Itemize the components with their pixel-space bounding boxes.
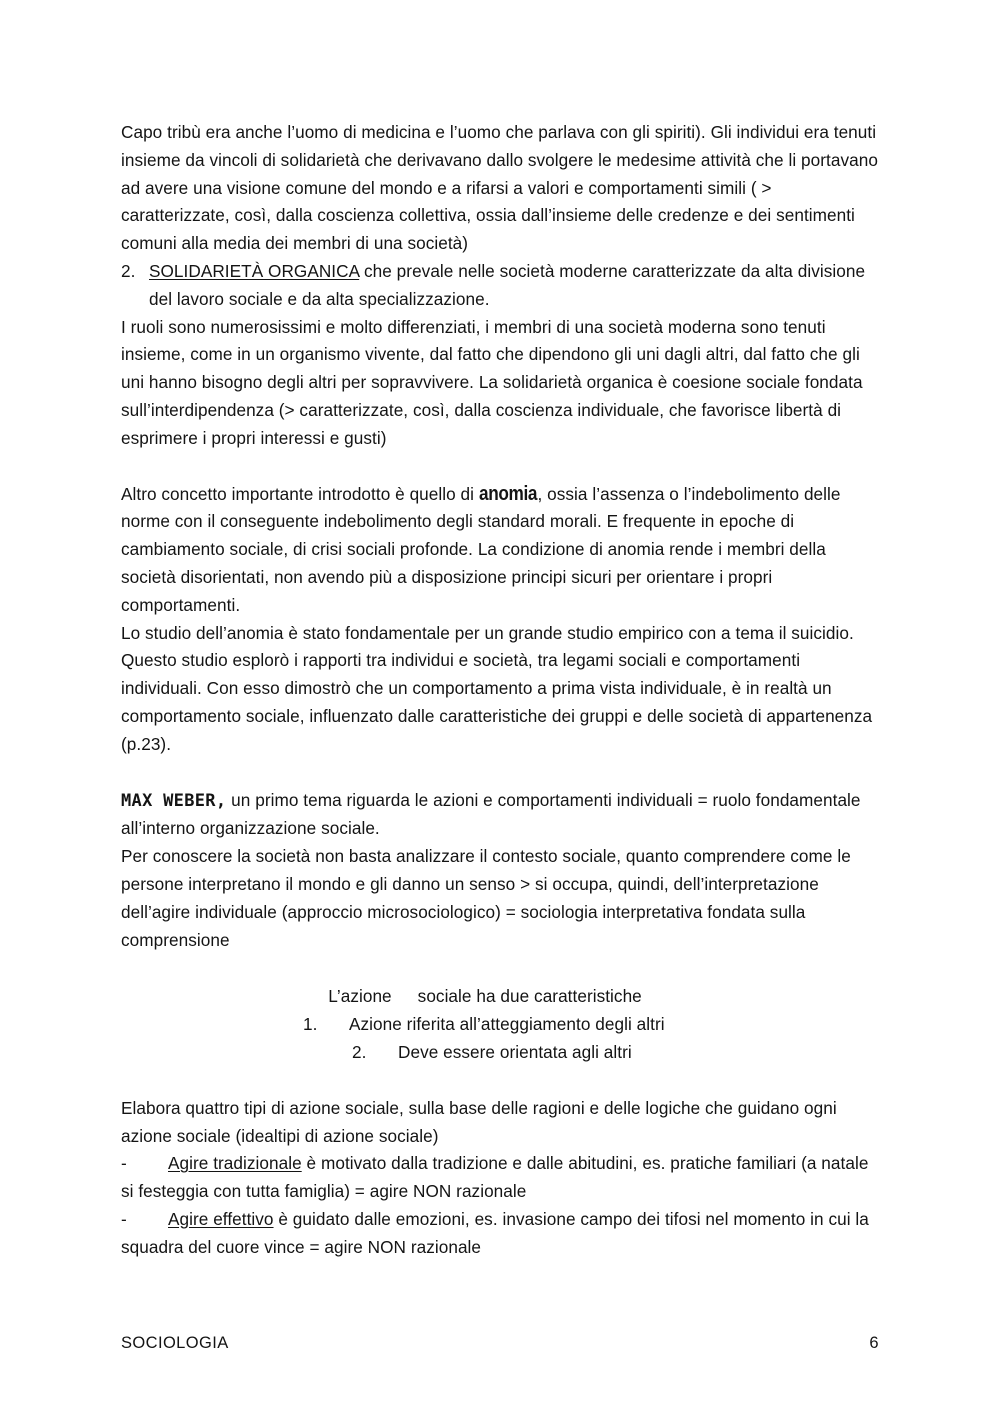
term-agire-tradizionale: Agire tradizionale	[168, 1153, 302, 1174]
azione-title-rest: ha due caratteristiche	[471, 986, 642, 1007]
paragraph-tipi-azione: Elabora quattro tipi di azione sociale, sulla base delle ragioni e delle logiche che guidano ogni azione sociale (idealtipi di azione sociale)	[121, 1097, 837, 1146]
list-item-agire-tradizionale	[121, 1150, 883, 1206]
page-content	[121, 119, 883, 1261]
list-item-text: Deve essere orientata agli altri	[398, 1041, 632, 1062]
list-item-solidarieta-organica	[121, 258, 883, 314]
list-item-text: che prevale nelle società moderne caratterizzate da alta divisione del lavoro sociale e da alta specializzazione.	[149, 260, 866, 309]
paragraph-meccanica-end: Capo tribù era anche l’uomo di medicina e l’uomo che parlava con gli spiriti). Gli individui era tenuti insieme da vincoli di solidarietà che derivavano dallo svolgere le medesime attività che li portavano ad avere una visione comune del mondo e a rifarsi a valori e comportamenti simili ( > caratterizzate, così, dalla coscienza collettiva, ossia dall’insieme delle credenze e dei sentimenti comuni alla media dei membri di una società)	[121, 122, 878, 254]
list-number: 1.	[303, 1014, 318, 1035]
term-solidarieta-organica: SOLIDARIETÀ ORGANICA	[149, 260, 360, 281]
dash-bullet: -	[121, 1153, 127, 1174]
anomia-intro: Altro concetto importante introdotto è quello di	[121, 483, 479, 504]
azione-word: L’azione	[328, 986, 392, 1007]
list-item-text: è guidato dalle emozioni, es. invasione campo dei tifosi nel momento in cui la squadra del cuore vince = agire NON razionale	[121, 1208, 869, 1257]
term-agire-effettivo: Agire effettivo	[168, 1208, 274, 1229]
paragraph-anomia	[121, 481, 883, 620]
paragraph-suicidio: Lo studio dell’anomia è stato fondamentale per un grande studio empirico con a tema il suicidio. Questo studio esplorò i rapporti tra individui e società, tra legami sociali e comportamenti individuali. Con esso dimostrò che un comportamento a prima vista individuale, è in realtà un comportamento sociale, influenzato dalle caratteristiche dei gruppi e delle società di appartenenza (p.23).	[121, 622, 873, 754]
heading-max-weber: MAX WEBER,	[121, 790, 227, 811]
list-number: 2.	[352, 1041, 367, 1062]
paragraph-sociologia-interpretativa: Per conoscere la società non basta analizzare il contesto sociale, quanto comprendere come le persone interpretano il mondo e gli danno un senso > si occupa, quindi, dell’interpretazione dell’agire individuale (approccio microsociologico) = sociologia interpretativa fondata sulla comprensione	[121, 846, 851, 950]
list-number: 2.	[121, 260, 136, 281]
footer-title: SOCIOLOGIA	[121, 1334, 229, 1352]
weber-intro: un primo tema riguarda le azioni e comportamenti individuali = ruolo fondamentale all’interno organizzazione sociale.	[121, 789, 861, 839]
term-anomia: anomia	[478, 482, 538, 505]
page-number: 6	[869, 1334, 879, 1352]
paragraph-max-weber	[121, 787, 883, 844]
list-item-agire-effettivo	[121, 1206, 883, 1262]
list-item-text: Azione riferita all’atteggiamento degli altri	[349, 1014, 665, 1035]
list-item-text: è motivato dalla tradizione e dalle abitudini, es. pratiche familiari (a natale si festeggia con tutta famiglia) = agire NON razionale	[121, 1153, 869, 1202]
azione-item-1	[121, 1011, 883, 1039]
dash-bullet: -	[121, 1208, 127, 1229]
paragraph-ruoli: I ruoli sono numerosissimi e molto differenziati, i membri di una società moderna sono tenuti insieme, come in un organismo vivente, dal fatto che dipendono gli uni dagli altri, dal fatto che gli uni hanno bisogno degli altri per sopravvivere. La solidarietà organica è coesione sociale fondata sull’interdipendenza (> caratterizzate, così, dalla coscienza individuale, che favorisce libertà di esprimere i propri interessi e gusti)	[121, 316, 863, 448]
anomia-definition: , ossia l’assenza o l’indebolimento delle norme con il conseguente indebolimento degli standard morali. E frequente in epoche di cambiamento sociale, di crisi sociali profonde. La condizione di anomia rende i membri della società disorientati, non avendo più a disposizione principi sicuri per orientare i propri comportamenti.	[121, 483, 841, 615]
page-footer	[121, 1334, 879, 1353]
sociale-word: sociale	[417, 986, 472, 1007]
azione-item-2	[121, 1039, 883, 1067]
azione-sociale-block	[111, 983, 883, 1011]
azione-sociale-title	[99, 983, 871, 1011]
